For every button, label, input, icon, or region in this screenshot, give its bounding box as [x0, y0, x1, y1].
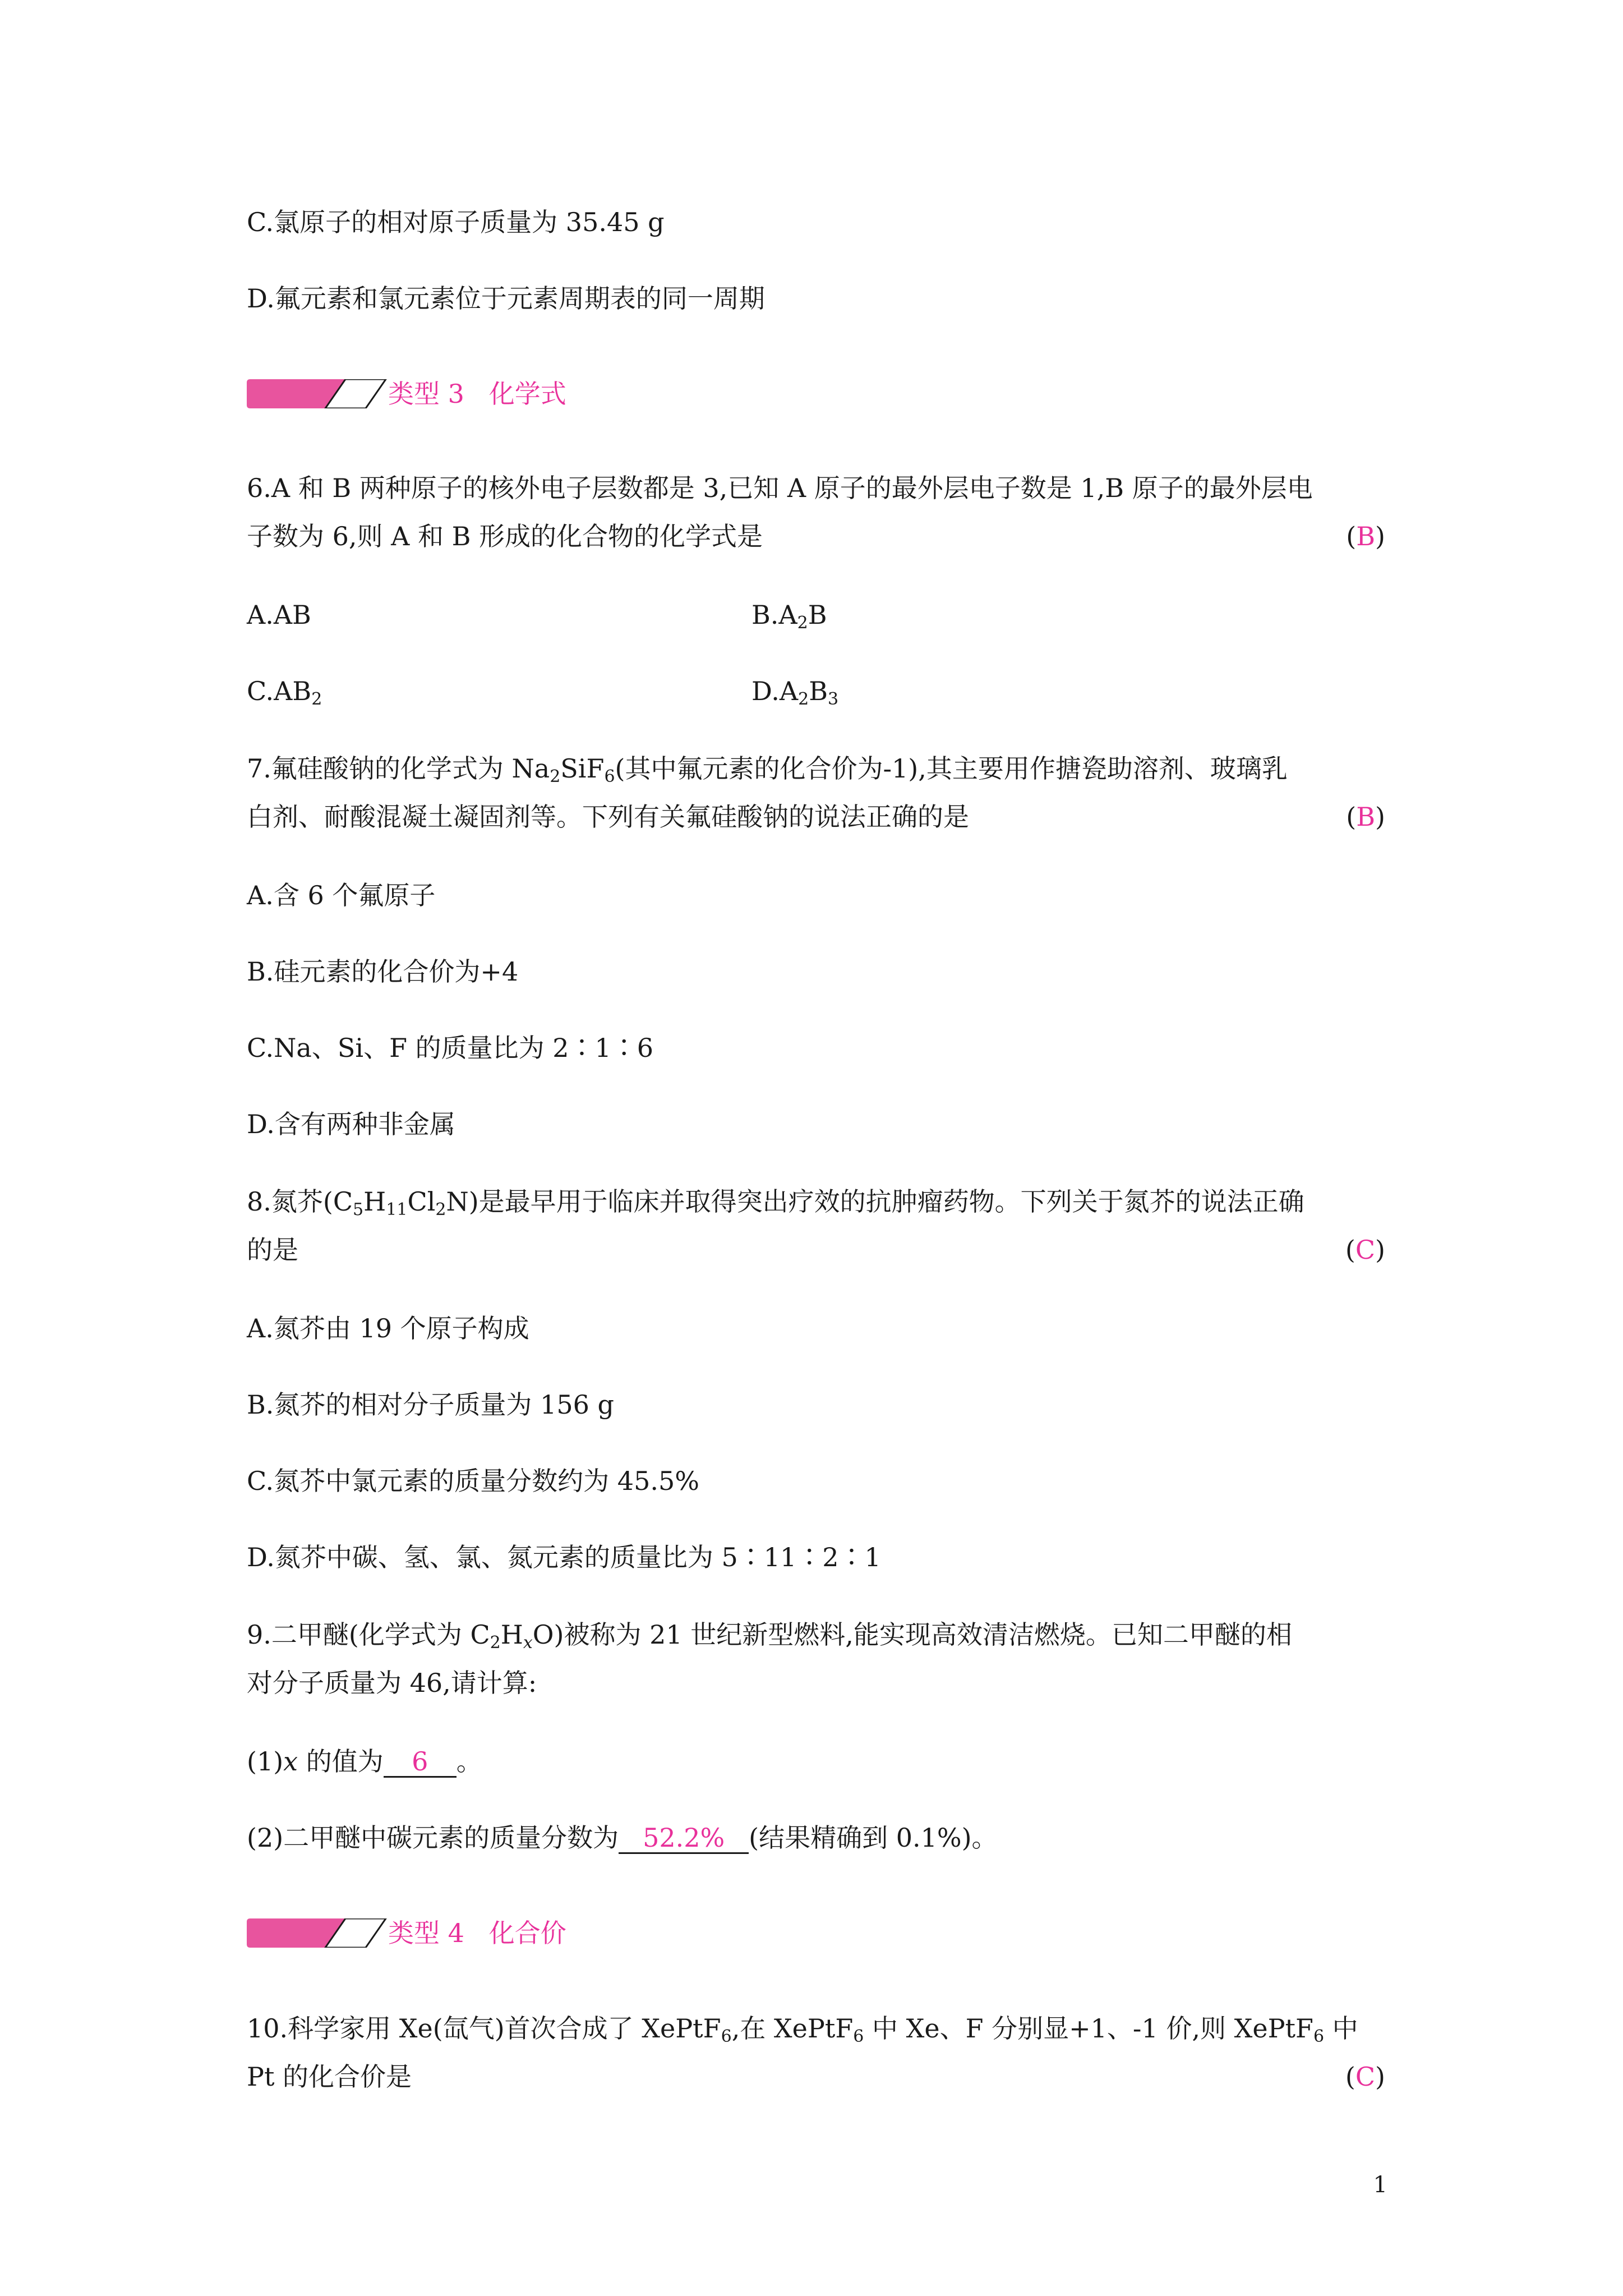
q7-line-1: 7.氟硅酸钠的化学式为 $Na_2SiF_6$(其中氟元素的化合价为-1),其主要用作搪瓷助溶剂、玻璃乳 [247, 753, 1288, 786]
q6-options-row-2 [247, 674, 1385, 708]
q8-option-c: C.氮芥中氯元素的质量分数约为 45.5% [247, 1466, 699, 1496]
q7-option-d: D.含有两种非金属 [247, 1109, 455, 1139]
q7-option-a: A.含 6 个氟原子 [247, 880, 436, 910]
q9-line-2: 对分子质量为 46,请计算: [247, 1668, 537, 1698]
section-4-label: 类型 4 [388, 1918, 464, 1948]
q10-answer: (C) [1345, 2062, 1385, 2092]
q7-line-2: 白剂、耐酸混凝土凝固剂等。下列有关氟硅酸钠的说法正确的是 [247, 802, 969, 832]
q8-option-b: B.氮芥的相对分子质量为 156 g [247, 1389, 614, 1420]
page-number: 1 [1373, 2172, 1387, 2198]
q10-line-2: Pt 的化合价是 [247, 2062, 412, 2092]
section-3-label: 类型 3 [388, 379, 464, 409]
q8-answer: (C) [1345, 1235, 1385, 1265]
q7-option-b: B.硅元素的化合价为+4 [247, 956, 519, 987]
section-3-banner [247, 374, 920, 418]
q10-line-1: 10.科学家用 Xe(氙气)首次合成了 XePtF$_6$,在 XePtF$_6$ 中 Xe、F 分别显+1、-1 价,则 XePtF$_6$ 中 [247, 2013, 1358, 2046]
q6-option-c: $C.AB_2$ [247, 676, 322, 709]
q8-option-d: D.氮芥中碳、氢、氯、氮元素的质量比为 5∶11∶2∶1 [247, 1542, 881, 1572]
q8-line-2: 的是 [247, 1235, 298, 1265]
q9-line-1: 9.二甲醚(化学式为 $C_2H_xO$)被称为 21 世纪新型燃料,能实现高效清洁燃烧。已知二甲醚的相 [247, 1619, 1292, 1653]
q6-line-2: 子数为 6,则 A 和 B 形成的化合物的化学式是 [247, 521, 763, 551]
section-4-banner [247, 1913, 920, 1958]
q9-part-2-answer: 52.2% [619, 1823, 749, 1854]
q8-line-1: 8.氮芥$(C_5H_{11}Cl_2N)$是最早用于临床并取得突出疗效的抗肿瘤药物。下列关于氮芥的说法正确 [247, 1186, 1304, 1220]
q7-option-c: C.Na、Si、F 的质量比为 2∶1∶6 [247, 1033, 654, 1063]
section-3-title: 化学式 [488, 379, 566, 409]
q6-options-row-1 [247, 598, 1385, 632]
q6-line-1: 6.A 和 B 两种原子的核外电子层数都是 3,已知 A 原子的最外层电子数是 1,B 原子的最外层电 [247, 473, 1313, 503]
q7-answer: (B) [1346, 802, 1385, 832]
q9-part-1-answer: 6 [384, 1747, 457, 1778]
q6-option-d: $D.A_2B_3$ [751, 676, 839, 709]
section-4-title: 化合价 [488, 1918, 566, 1948]
q6-option-a: A.AB [247, 600, 311, 630]
q5-option-c: C.氯原子的相对原子质量为 35.45 g [247, 207, 665, 237]
banner-ribbon-icon [247, 1918, 387, 1948]
q8-option-a: A.氮芥由 19 个原子构成 [247, 1313, 529, 1343]
q9-part-1: (1)x 的值为 6 。 [247, 1746, 482, 1777]
q6-answer: (B) [1346, 521, 1385, 551]
banner-ribbon-icon [247, 379, 387, 408]
q6-option-b: $B.A_2B$ [751, 600, 827, 633]
q9-part-2: (2)二甲醚中碳元素的质量分数为 52.2% (结果精确到 0.1%)。 [247, 1823, 998, 1853]
q5-option-d: D.氟元素和氯元素位于元素周期表的同一周期 [247, 283, 765, 314]
